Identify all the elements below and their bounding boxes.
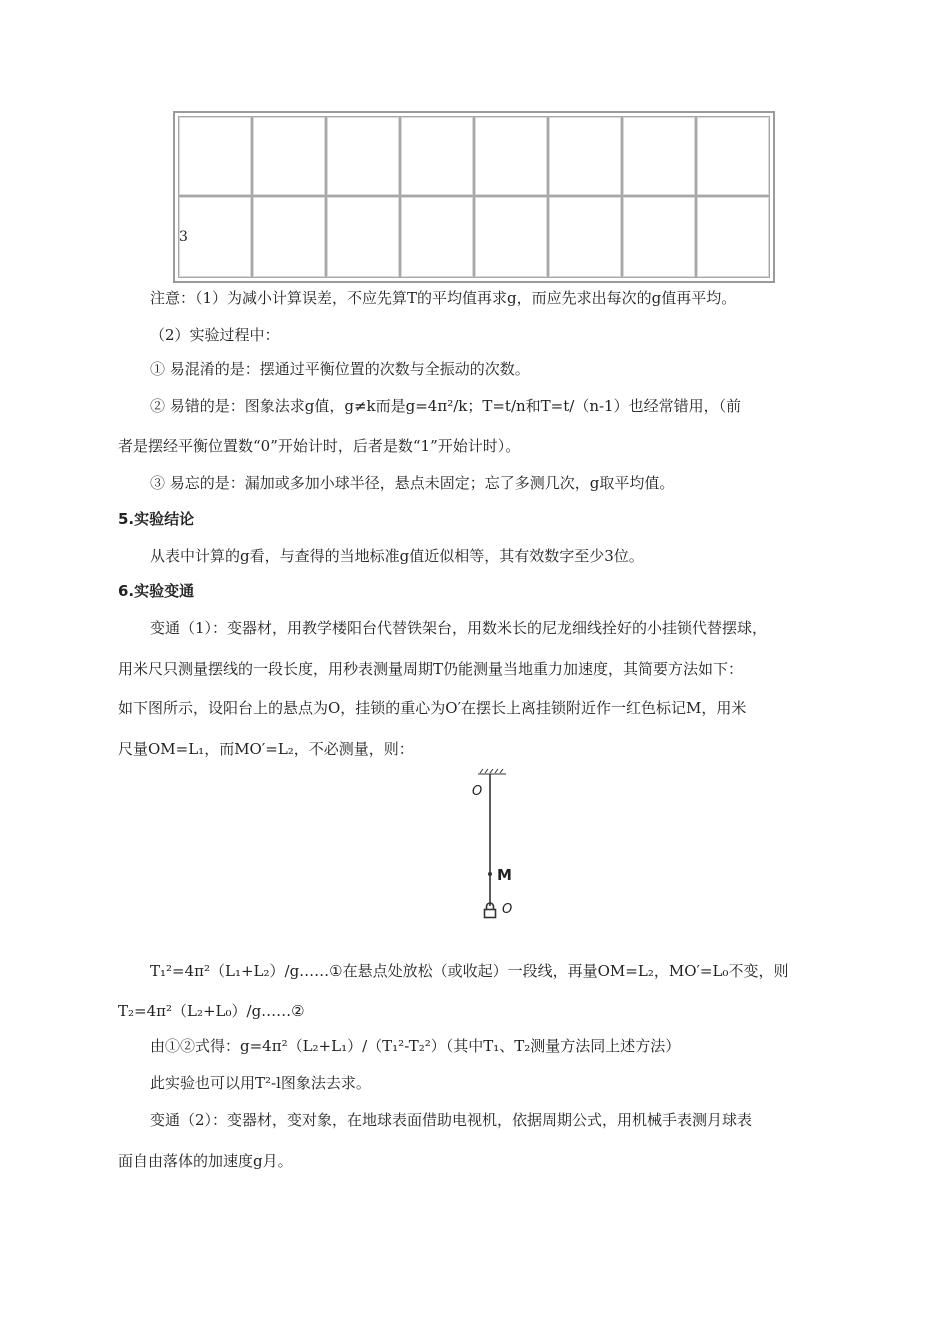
variation-2-line-2: 面自由落体的加速度g月。 [118, 1152, 293, 1170]
pendulum-figure [468, 768, 528, 920]
table-cell [326, 116, 400, 196]
note-line-3: ① 易混淆的是：摆通过平衡位置的次数与全振动的次数。 [150, 360, 530, 378]
label-o-bottom: O [502, 902, 513, 917]
section-6-line-2: 用米尺只测量摆线的一段长度，用秒表测量周期T仍能测量当地重力加速度，其简要方法如下： [118, 660, 744, 678]
note-line-4: ② 易错的是：图象法求g值，g≠k而是g=4π²/k；T=t/n和T=t/（n-1）也经常错用，（前 [150, 397, 742, 415]
section-5-heading: 5.实验结论 [118, 510, 195, 528]
formula-3: 由①②式得：g=4π²（L₂+L₁）/（T₁²-T₂²）（其中T₁、T₂测量方法同上述方法） [150, 1037, 681, 1055]
data-table [173, 111, 775, 283]
table-cell [622, 116, 696, 196]
note-line-2: （2）实验过程中： [150, 326, 280, 344]
formula-4: 此实验也可以用T²-l图象法去求。 [150, 1074, 371, 1092]
section-6-heading: 6.实验变通 [118, 582, 195, 600]
table-cell [548, 116, 622, 196]
table-cell [252, 196, 326, 278]
section-5-text: 从表中计算的g看，与查得的当地标准g值近似相等，其有效数字至少3位。 [150, 547, 644, 565]
formula-1: T₁²=4π²（L₁+L₂）/g……①在悬点处放松（或收起）一段线，再量OM=L₂，MO′=L₀不变，则 [150, 962, 789, 980]
data-grid [178, 116, 770, 278]
section-6-line-4: 尺量OM=L₁，而MO′=L₂，不必测量，则： [118, 740, 414, 758]
label-m: M [497, 866, 512, 884]
variation-2-line-1: 变通（2）：变器材，变对象，在地球表面借助电视机，依据周期公式，用机械手表测月球表 [150, 1111, 753, 1129]
table-cell [252, 116, 326, 196]
table-cell-trial-number: 3 [178, 196, 252, 278]
label-o-top: O [472, 784, 483, 799]
table-cell [474, 196, 548, 278]
ceiling-hatch [478, 769, 506, 774]
table-cell [622, 196, 696, 278]
table-cell [178, 116, 252, 196]
section-6-line-1: 变通（1）：变器材，用教学楼阳台代替铁架台，用数米长的尼龙细线拴好的小挂锁代替摆球， [150, 619, 768, 637]
formula-2: T₂=4π²（L₂+L₀）/g……② [118, 1002, 305, 1020]
note-line-5: 者是摆经平衡位置数“0”开始计时，后者是数“1”开始计时）。 [118, 437, 521, 455]
table-cell [548, 196, 622, 278]
section-6-line-3: 如下图所示，设阳台上的悬点为O，挂锁的重心为O′在摆长上离挂锁附近作一红色标记M，用米 [118, 699, 747, 717]
table-cell [696, 196, 770, 278]
note-line-6: ③ 易忘的是：漏加或多加小球半径，悬点未固定；忘了多测几次，g取平均值。 [150, 474, 675, 492]
table-cell [474, 116, 548, 196]
table-cell [400, 116, 474, 196]
table-cell [400, 196, 474, 278]
table-cell [696, 116, 770, 196]
table-cell [326, 196, 400, 278]
mark-m-dot [488, 872, 492, 876]
note-line-1: 注意：（1）为减小计算误差，不应先算T的平均值再求g，而应先求出每次的g值再平均。 [150, 289, 737, 307]
